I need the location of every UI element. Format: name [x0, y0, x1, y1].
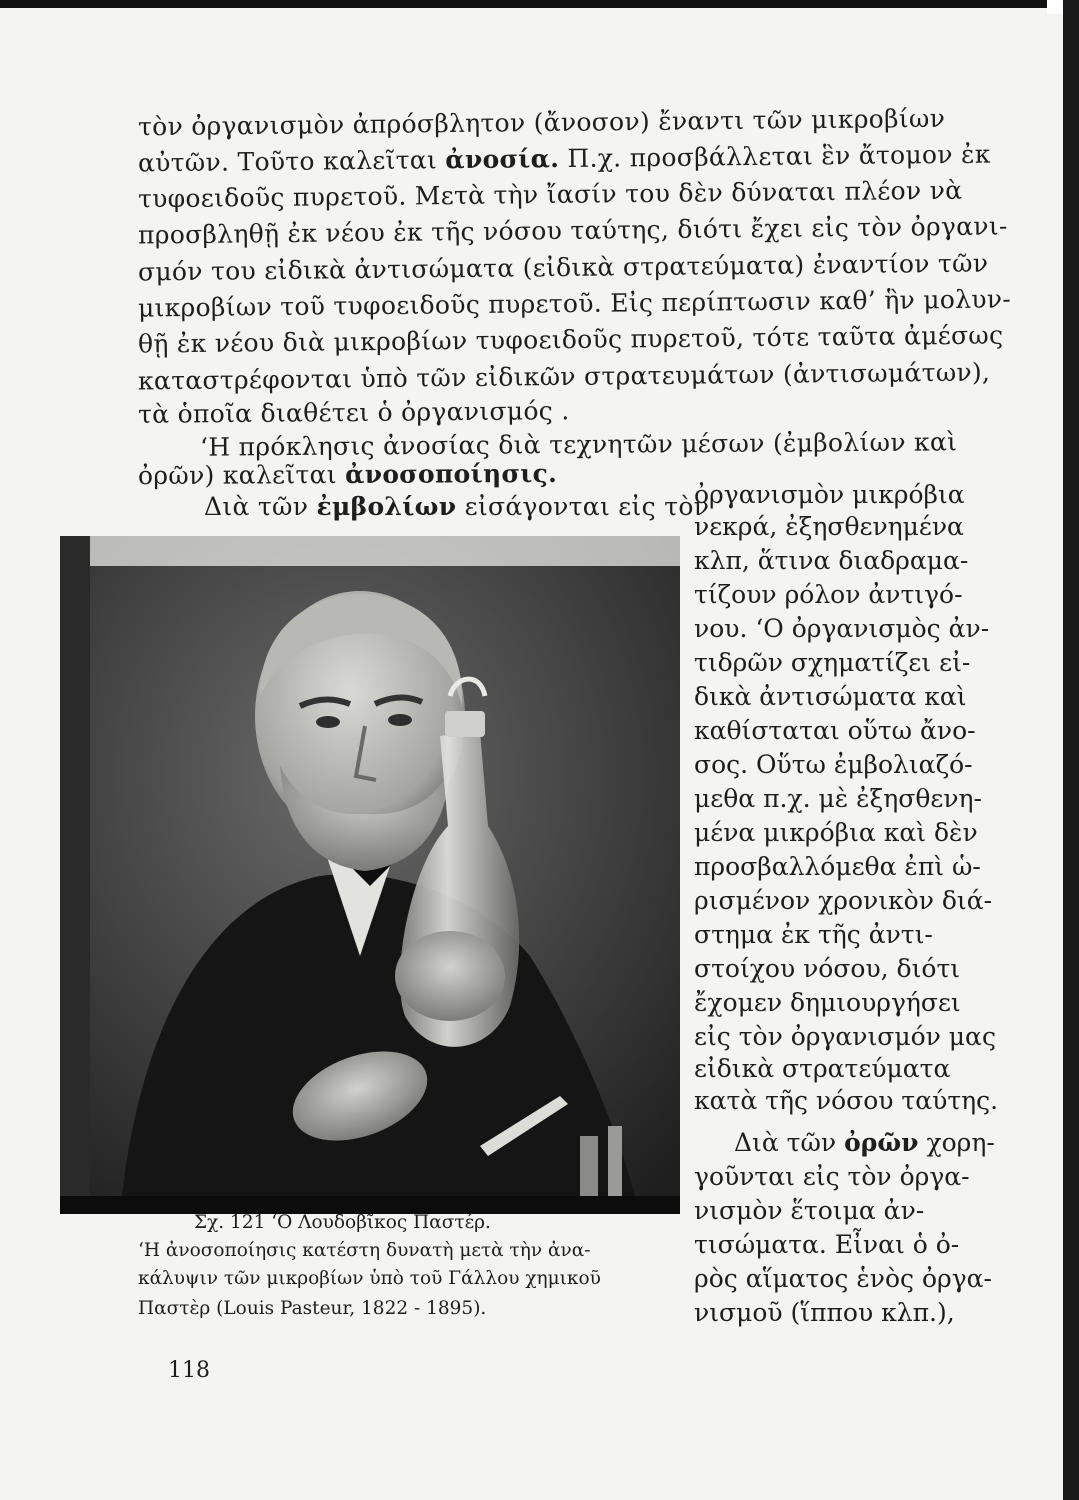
- body-line: [138, 459, 557, 490]
- column-line: ἔχομεν δημιουργήσει: [694, 988, 961, 1017]
- column-line: εἰδικὰ στρατεύματα: [694, 1054, 951, 1083]
- body-line: τυφοειδοῦς πυρετοῦ. Μετὰ τὴν ἴασίν του δὲν δύναται πλέον νὰ: [137, 175, 963, 214]
- column-line: νου. ‘Ο ὀργανισμὸς ἀν-: [694, 614, 990, 643]
- caption-line: ‘Η ἀνοσοποίησις κατέστη δυνατὴ μετὰ τὴν ἀνα-: [138, 1240, 591, 1261]
- column-line: καθίσταται οὕτω ἄνο-: [694, 716, 976, 745]
- column-line: νεκρά, ἐξησθενημένα: [694, 512, 964, 541]
- column-line-part: Διὰ τῶν: [734, 1128, 837, 1157]
- body-line-part: εἰσάγονται εἰς τὸν: [464, 492, 710, 521]
- term-oron: ὀρῶν: [844, 1128, 919, 1157]
- scan-right-border: [1063, 0, 1079, 1500]
- column-line: γοῦνται εἰς τὸν ὀργα-: [694, 1162, 970, 1191]
- caption-line: Παστὲρ (Louis Pasteur, 1822 - 1895).: [138, 1298, 487, 1319]
- term-emvolia: ἐμβολίων: [316, 492, 457, 521]
- body-line: [204, 492, 709, 521]
- portrait-image: [60, 536, 680, 1214]
- column-line: σος. Οὕτω ἐμβολιαζό-: [694, 750, 973, 779]
- body-line-part: αὐτῶν. Τοῦτο καλεῖται: [137, 145, 438, 178]
- term-anosia: ἀνοσία.: [445, 144, 560, 175]
- body-line: θῇ ἐκ νέου διὰ μικροβίων τυφοειδοῦς πυρετοῦ, τότε ταῦτα ἀμέσως: [137, 320, 1004, 359]
- column-line: δικὰ ἀντισώματα καὶ: [694, 682, 967, 711]
- term-anosopoiisis: ἀνοσοποίησις.: [345, 458, 558, 490]
- body-line: τὸν ὀργανισμὸν ἀπρόσβλητον (ἄνοσον) ἔναντι τῶν μικροβίων: [137, 103, 946, 142]
- body-line: καταστρέφονται ὑπὸ τῶν εἰδικῶν στρατευμάτων (ἀντισωμάτων),: [137, 357, 991, 396]
- body-line: μικροβίων τοῦ τυφοειδοῦς πυρετοῦ. Εἰς περίπτωσιν καθ’ ἣν μολυν-: [137, 284, 1012, 323]
- body-line-part: Π.χ. προσβάλλεται ἓν ἄτομον ἐκ: [567, 139, 991, 173]
- column-line: νισμοῦ (ἵππου κλπ.),: [694, 1298, 955, 1327]
- body-line: [138, 140, 991, 178]
- column-line: προσβαλλόμεθα ἐπὶ ὡ-: [694, 852, 981, 881]
- column-line: στημα ἐκ τῆς ἀντι-: [694, 920, 933, 949]
- scan-top-border: [0, 0, 1079, 8]
- column-line: κατὰ τῆς νόσου ταύτης.: [694, 1086, 999, 1115]
- column-line: ρὸς αἵματος ἑνὸς ὀργα-: [694, 1264, 992, 1293]
- column-line: νισμὸν ἕτοιμα ἀν-: [694, 1196, 925, 1225]
- column-line: μεθα π.χ. μὲ ἐξησθενη-: [694, 784, 982, 813]
- scan-corner: [1047, 0, 1063, 14]
- page-number: 118: [168, 1358, 210, 1383]
- body-line-part: Διὰ τῶν: [204, 492, 309, 521]
- body-line-part: ὀρῶν) καλεῖται: [137, 460, 337, 491]
- body-line: ‘Η πρόκλησις ἀνοσίας διὰ τεχνητῶν μέσων (ἐμβολίων καὶ: [199, 427, 958, 462]
- column-line: τισώματα. Εἶναι ὁ ὀ-: [694, 1230, 960, 1259]
- column-line: ὀργανισμὸν μικρόβια: [694, 480, 965, 509]
- column-line: μένα μικρόβια καὶ δὲν: [694, 818, 978, 847]
- column-line-part: χορη-: [926, 1128, 995, 1157]
- pasteur-portrait-photo: [60, 536, 680, 1214]
- column-line: εἰς τὸν ὀργανισμόν μας: [694, 1022, 996, 1051]
- caption-title: Σχ. 121 ‘Ο Λουδοβῖκος Παστέρ.: [194, 1212, 491, 1233]
- column-line: [734, 1128, 995, 1157]
- column-line: τίζουν ρόλον ἀντιγό-: [694, 580, 963, 609]
- body-line: προσβληθῇ ἐκ νέου ἐκ τῆς νόσου ταύτης, διότι ἔχει εἰς τὸν ὀργανι-: [137, 211, 1008, 250]
- caption-line: κάλυψιν τῶν μικροβίων ὑπὸ τοῦ Γάλλου χημικοῦ: [138, 1268, 601, 1289]
- column-line: τιδρῶν σχηματίζει εἰ-: [694, 648, 971, 677]
- body-line: τὰ ὁποῖα διαθέτει ὁ ὀργανισμός .: [137, 396, 570, 429]
- column-line: ρισμένον χρονικὸν διά-: [694, 886, 993, 915]
- column-line: στοίχου νόσου, διότι: [694, 954, 961, 983]
- column-line: κλπ, ἅτινα διαδραμα-: [694, 546, 969, 575]
- body-line: σμόν του εἰδικὰ ἀντισώματα (εἰδικὰ στρατεύματα) ἐναντίον τῶν: [137, 248, 989, 287]
